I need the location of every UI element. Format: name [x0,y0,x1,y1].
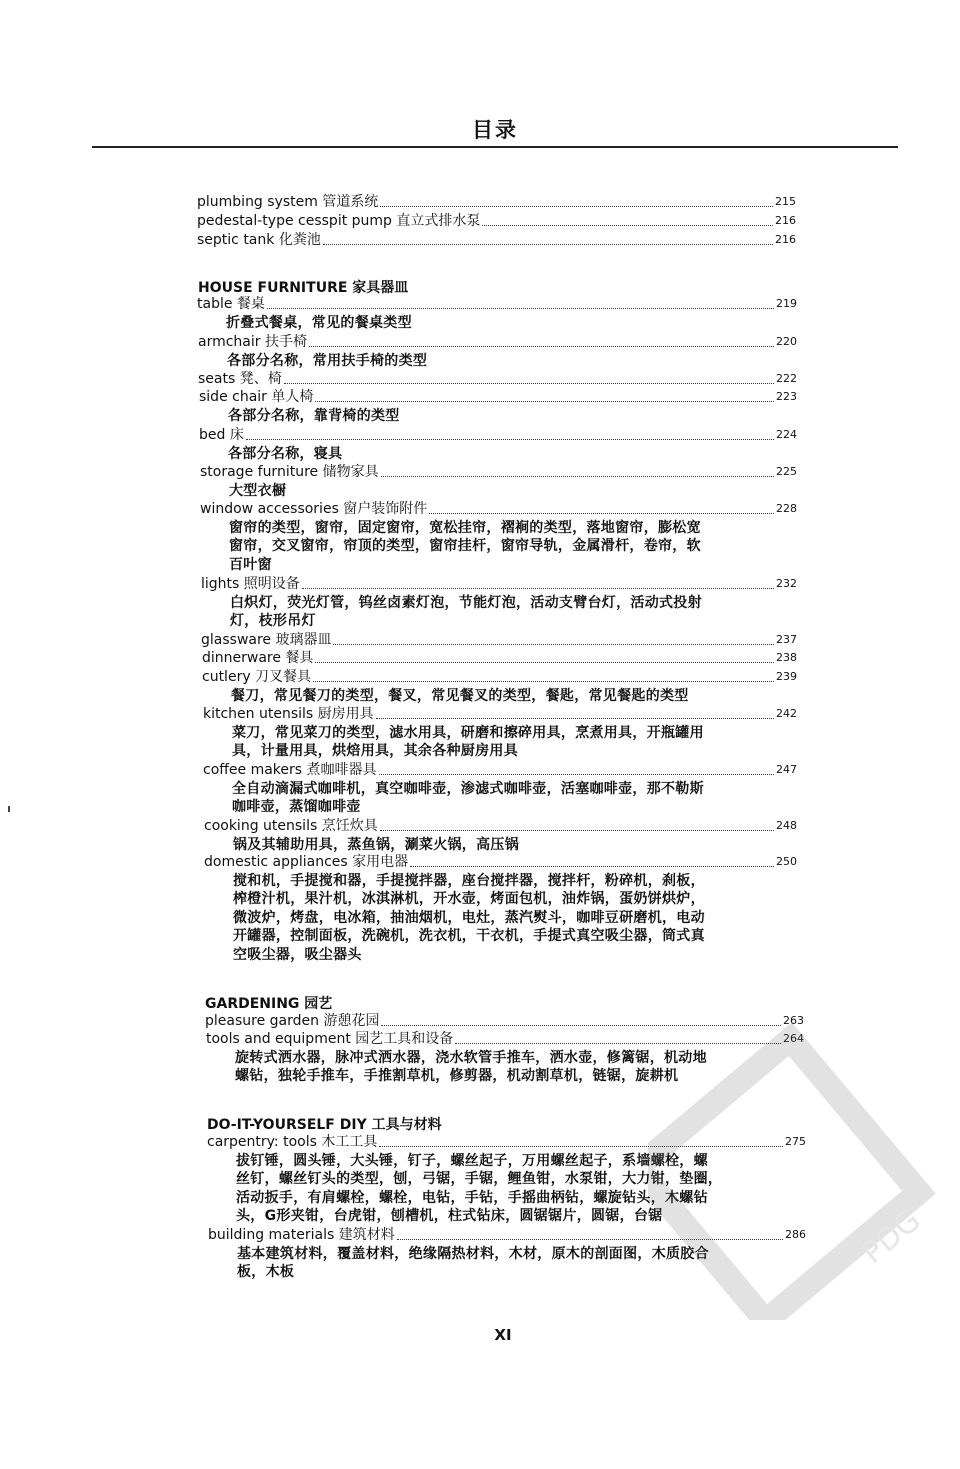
dot-leader [284,383,774,384]
subtopic-line: 百叶窗 [229,556,272,573]
subtopic-line: 折叠式餐桌，常见的餐桌类型 [226,315,412,331]
dot-leader [323,244,773,245]
toc-entry-subtopics [233,872,705,964]
dot-leader [482,225,773,226]
dot-leader [315,662,774,663]
toc-entry[interactable] [198,370,797,388]
toc-entry-page-number: 275 [785,1135,806,1148]
toc-entry[interactable] [198,333,797,351]
toc-entry-page-number: 220 [776,335,797,348]
toc-entry-page-number: 223 [776,390,797,403]
page-header-title: 目录 [472,118,518,142]
toc-entry-subtopics [235,1049,707,1086]
toc-entry-label: coffee makers 煮咖啡器具 [203,762,377,778]
dot-leader [379,774,774,775]
dot-leader [313,681,774,682]
toc-entry-label: carpentry: tools 木工工具 [207,1134,378,1150]
subtopic-line: 各部分名称，寝具 [228,446,343,462]
toc-entry[interactable] [208,1226,806,1244]
subtopic-line: 微波炉，烤盘，电冰箱，抽油烟机，电灶，蒸汽熨斗，咖啡豆研磨机，电动 [233,909,705,926]
toc-entry-label: kitchen utensils 厨房用具 [203,706,374,722]
header-rule [92,146,898,148]
toc-entry-subtopics [228,407,400,425]
subtopic-line: 各部分名称，靠背椅的类型 [228,408,400,424]
toc-entry-page-number: 247 [776,763,797,776]
dot-leader [267,308,774,309]
subtopic-line: 榨橙汁机，果汁机，冰淇淋机，开水壶，烤面包机，油炸锅，蛋奶饼烘炉， [233,891,705,908]
toc-entry-page-number: 216 [775,233,796,246]
dot-leader [309,346,774,347]
dot-leader [302,588,774,589]
toc-entry[interactable] [202,668,797,686]
toc-entry[interactable] [197,231,796,249]
toc-entry[interactable] [203,761,797,779]
toc-entry-label: dinnerware 餐具 [202,650,314,666]
toc-entry-page-number: 286 [785,1228,806,1241]
subtopic-line: 全自动滴漏式咖啡机，真空咖啡壶，渗滤式咖啡壶，活塞咖啡壶，那不勒斯 [232,781,704,797]
toc-entry[interactable] [199,426,797,444]
toc-entry-label: domestic appliances 家用电器 [204,854,409,870]
subtopic-line: 丝钉，螺丝钉头的类型，刨，弓锯，手锯，鲤鱼钳，水泵钳，大力钳，垫圈， [236,1171,723,1188]
toc-entry-page-number: 248 [776,819,797,832]
subtopic-line: 开罐器，控制面板，洗碗机，洗衣机，干衣机，手提式真空吸尘器，筒式真 [233,928,705,945]
subtopic-line: 锅及其辅助用具，蒸鱼锅，涮菜火锅，高压锅 [233,837,519,853]
dot-leader [455,1043,781,1044]
subtopic-line: 搅和机，手提搅和器，手提搅拌器，座台搅拌器，搅拌杆，粉碎机，刹板， [233,873,705,889]
dot-leader [397,1239,783,1240]
subtopic-line: 窗帘的类型，窗帘，固定窗帘，宽松挂帘，褶裥的类型，落地窗帘，膨松宽 [229,520,701,536]
subtopic-line: 各部分名称，常用扶手椅的类型 [227,353,428,369]
footer-page-number: XI [494,1326,512,1344]
toc-entry[interactable] [200,500,797,518]
dot-leader [379,1146,783,1147]
toc-entry-label: cutlery 刀叉餐具 [202,669,312,685]
toc-entry[interactable] [204,853,797,871]
toc-entry[interactable] [206,1030,804,1048]
subtopic-line: 白炽灯，荧光灯管，钨丝卤素灯泡，节能灯泡，活动支臂台灯，活动式投射 [230,595,702,611]
subtopic-line: 菜刀，常见菜刀的类型，滤水用具，研磨和擦碎用具，烹煮用具，开瓶罐用 [232,725,704,741]
toc-entry-page-number: 224 [776,428,797,441]
toc-entry-subtopics [231,687,689,705]
dot-leader [381,476,774,477]
toc-entry-page-number: 237 [776,633,797,646]
toc-entry-label: glassware 玻璃器皿 [201,632,332,648]
toc-entry-label: bed 床 [199,427,244,443]
toc-entry-label: lights 照明设备 [201,576,300,592]
toc-entry-page-number: 222 [776,372,797,385]
subtopic-line: 窗帘，交叉窗帘，帘顶的类型，窗帘挂杆，窗帘导轨，金属滑杆，卷帘，软 [229,538,701,555]
toc-entry-page-number: 219 [776,297,797,310]
toc-entry[interactable] [201,575,797,593]
dot-leader [380,830,774,831]
toc-entry-label: tools and equipment 园艺工具和设备 [206,1031,454,1047]
subtopic-line: 具，计量用具，烘焙用具，其余各种厨房用具 [232,743,518,760]
dot-leader [315,401,774,402]
subtopic-line: 咖啡壶，蒸馏咖啡壶 [232,799,361,816]
toc-entry[interactable] [201,631,797,649]
toc-entry-page-number: 264 [783,1032,804,1045]
subtopic-line: 螺钻，独轮手推车，手推割草机，修剪器，机动割草机，链锯，旋耕机 [235,1068,679,1085]
toc-entry-page-number: 250 [776,855,797,868]
subtopic-line: 灯，枝形吊灯 [230,613,316,630]
toc-entry-page-number: 225 [776,465,797,478]
toc-entry-label: table 餐桌 [197,296,265,312]
toc-entry-subtopics [230,594,702,631]
toc-entry[interactable] [197,295,797,313]
toc-entry[interactable] [200,463,797,481]
toc-entry[interactable] [207,1133,806,1151]
toc-entry-page-number: 232 [776,577,797,590]
toc-entry-subtopics [229,482,286,500]
subtopic-line: 基本建筑材料，覆盖材料，绝缘隔热材料，木材，原木的剖面图，木质胶合 [237,1246,709,1262]
subtopic-line: 拔钉锤，圆头锤，大头锤，钉子，螺丝起子，万用螺丝起子，系墙螺栓，螺 [236,1153,708,1169]
toc-entry-label: pleasure garden 游憩花园 [205,1013,380,1029]
dot-leader [429,513,774,514]
toc-entry-page-number: 238 [776,651,797,664]
toc-entry-subtopics [236,1152,722,1226]
toc-entry-page-number: 239 [776,670,797,683]
toc-entry-label: armchair 扶手椅 [198,334,307,350]
dot-leader [333,644,774,645]
toc-entry-subtopics [232,780,704,817]
section-heading: GARDENING 园艺 [205,996,333,1012]
subtopic-line: 活动扳手，有肩螺栓，螺栓，电钻，手钻，手摇曲柄钻，螺旋钻头，木螺钻 [236,1189,708,1206]
toc-entry-subtopics [226,314,412,332]
toc-entry[interactable] [204,817,797,835]
subtopic-line: 餐刀，常见餐刀的类型，餐叉，常见餐叉的类型，餐匙，常见餐匙的类型 [231,688,689,704]
toc-entry-subtopics [228,445,342,463]
dot-leader [380,206,773,207]
toc-entry-label: cooking utensils 烹饪炊具 [204,818,378,834]
subtopic-line: 板，木板 [237,1264,295,1281]
subtopic-line: 大型衣橱 [229,483,287,499]
margin-mark [8,806,10,812]
section-heading: DO-IT-YOURSELF DIY 工具与材料 [207,1117,442,1133]
toc-entry-label: plumbing system 管道系统 [197,194,379,210]
section-heading: HOUSE FURNITURE 家具器皿 [198,280,409,296]
dot-leader [246,439,774,440]
toc-entry-subtopics [233,836,519,854]
toc-entry-page-number: 263 [783,1014,804,1027]
toc-entry-subtopics [232,724,704,761]
toc-entry-page-number: 216 [775,214,796,227]
toc-entry-page-number: 242 [776,707,797,720]
toc-entry-page-number: 215 [775,195,796,208]
toc-entry-label: side chair 单人椅 [199,389,314,405]
toc-entry-subtopics [227,352,427,370]
dot-leader [376,718,774,719]
toc-entry-label: window accessories 窗户装饰附件 [200,501,428,517]
toc-entry[interactable] [197,193,796,211]
toc-entry-subtopics [229,519,701,574]
toc-entry-label: pedestal-type cesspit pump 直立式排水泵 [197,213,481,229]
toc-entry[interactable] [199,388,797,406]
dot-leader [410,866,774,867]
subtopic-line: 空吸尘器，吸尘器头 [233,946,362,963]
toc-entry[interactable] [202,649,797,667]
subtopic-line: 头，G形夹钳，台虎钳，刨槽机，柱式钻床，圆锯锯片，圆锯，台锯 [236,1208,663,1225]
toc-entry[interactable] [205,1012,804,1030]
toc-entry-label: storage furniture 储物家具 [200,464,379,480]
toc-entry-page-number: 228 [776,502,797,515]
svg-text:PDG: PDG [855,1202,928,1272]
subtopic-line: 旋转式洒水器，脉冲式洒水器，浇水软管手推车，洒水壶，修篱锯，机动地 [235,1050,707,1066]
toc-entry[interactable] [203,705,797,723]
toc-entry-label: building materials 建筑材料 [208,1227,395,1243]
toc-entry[interactable] [197,212,796,230]
dot-leader [381,1025,781,1026]
toc-entry-subtopics [237,1245,709,1282]
toc-entry-label: seats 凳、椅 [198,371,282,387]
toc-entry-label: septic tank 化粪池 [197,232,321,248]
